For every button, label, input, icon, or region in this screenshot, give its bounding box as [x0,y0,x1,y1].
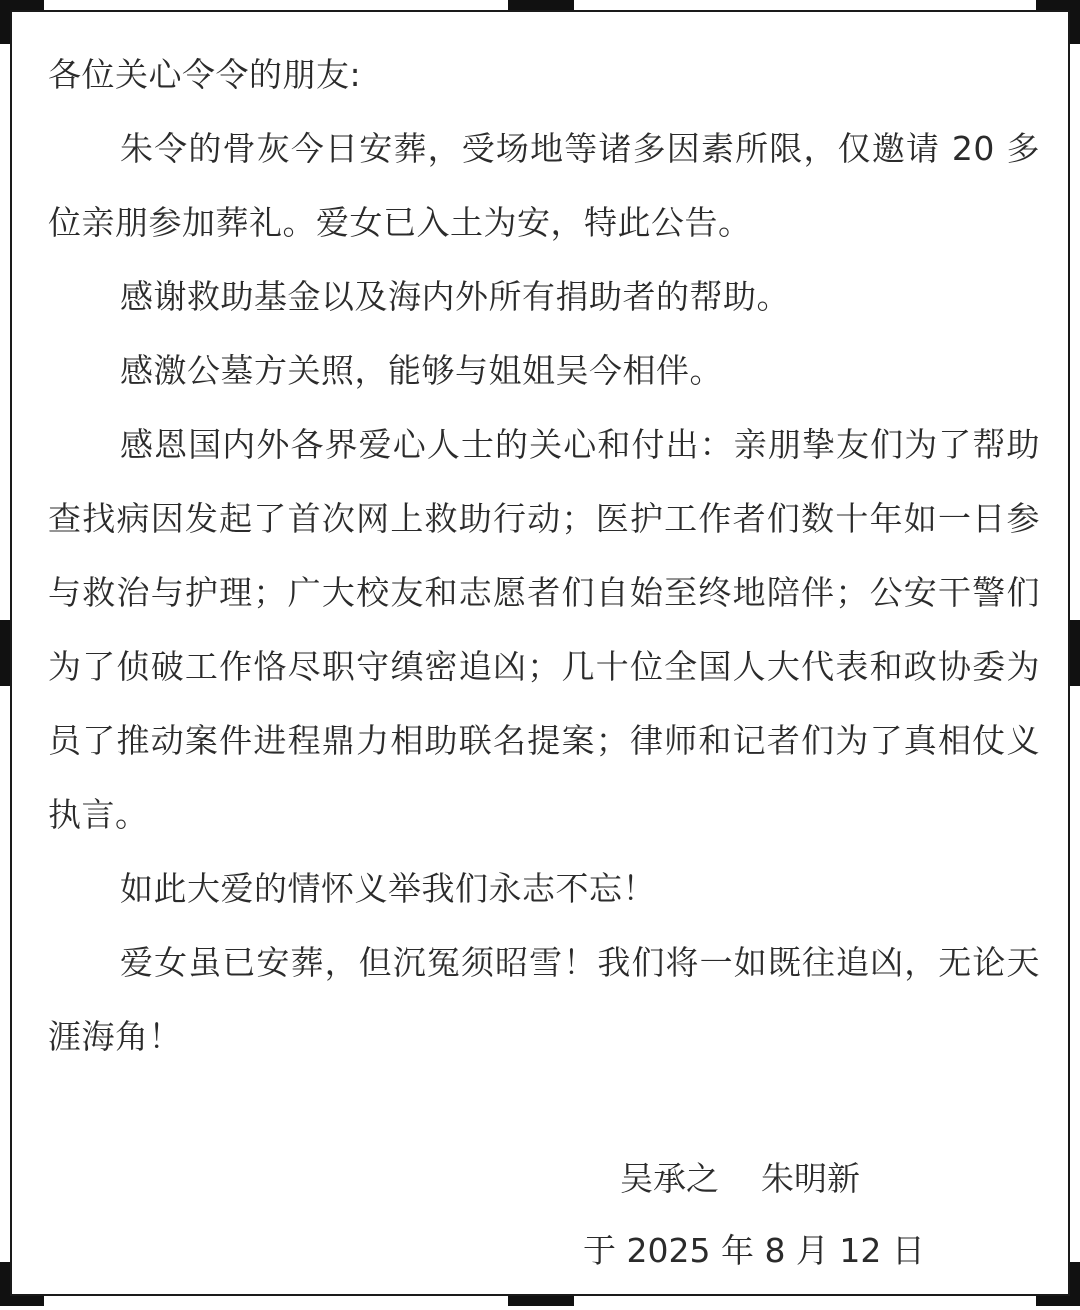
corner-mark-top-right [1070,0,1080,44]
letter-body [48,38,1040,1074]
edge-mark-top [508,0,574,10]
corner-mark-bottom-right [1070,1262,1080,1306]
paragraph-never-forget: 如此大爱的情怀义举我们永志不忘！ [120,869,656,908]
paragraph-thanks-cemetery: 感激公墓方关照，能够与姐姐吴今相伴。 [120,351,723,390]
corner-mark-bottom-left [0,1262,10,1306]
edge-mark-right [1070,620,1080,686]
letter-date: 于 2025 年 8 月 12 日 [583,1231,925,1270]
paragraph-gratitude: 感恩国内外各界爱心人士的关心和付出：亲朋挚友们为了帮助查找病因发起了首次网上救助行动；医护工作者们数十年如一日参与救治与护理；广大校友和志愿者们自始至终地陪伴；公安干警们为了侦破工作恪尽职守缜密追凶；几十位全国人大代表和政协委为员了推动案件进程鼎力相助联名提案；律师和记者们为了真相仗义执言。 [48,425,1040,834]
corner-mark-top-left [0,0,10,44]
signatories: 吴承之 朱明新 [620,1159,860,1198]
paragraph-thanks-donors: 感谢救助基金以及海内外所有捐助者的帮助。 [120,277,790,316]
paragraph-burial: 朱令的骨灰今日安葬，受场地等诸多因素所限，仅邀请 20 多位亲朋参加葬礼。爱女已入土为安，特此公告。 [48,129,1040,242]
edge-mark-left [0,620,10,686]
edge-mark-bottom [508,1296,574,1306]
greeting: 各位关心令令的朋友: [48,55,362,94]
paragraph-justice: 爱女虽已安葬，但沉冤须昭雪！我们将一如既往追凶，无论天涯海角！ [48,943,1040,1056]
